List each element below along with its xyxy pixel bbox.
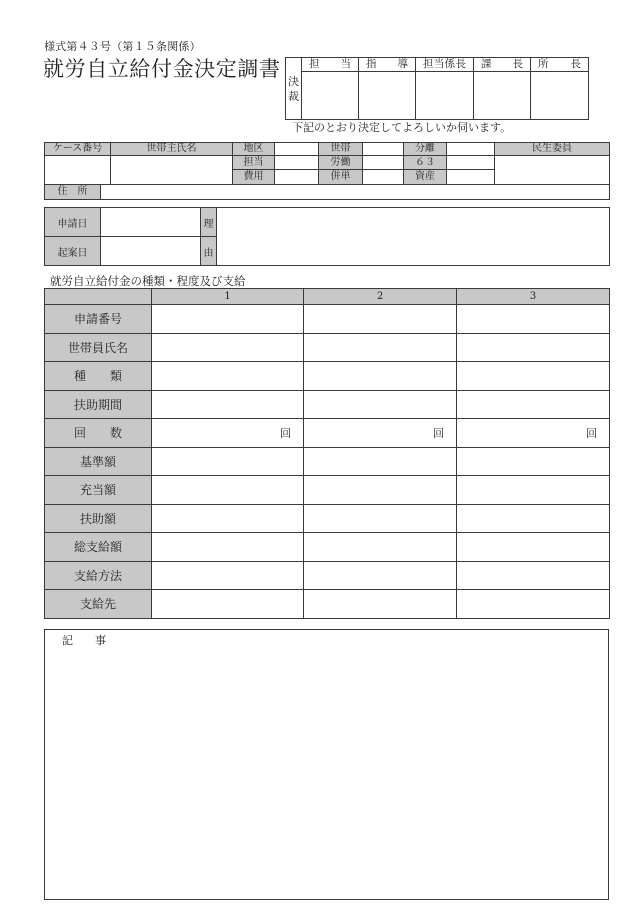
table-cell (304, 476, 457, 505)
table-cell (152, 362, 304, 391)
table-cell (152, 390, 304, 419)
reason-table (44, 207, 610, 266)
table-cell (152, 533, 304, 562)
approval-header-kacho: 課 長 (474, 58, 531, 72)
draft-date-label: 起案日 (45, 237, 101, 266)
table-cell (304, 533, 457, 562)
reason-label-char: 由 (201, 237, 217, 266)
approval-header-tanto: 担 当 (302, 58, 359, 72)
table-row (45, 362, 610, 391)
benefit-table (44, 288, 610, 619)
welfare-commissioner-value (495, 156, 610, 185)
table-cell (457, 390, 610, 419)
in-charge-label: 担当 (233, 156, 275, 170)
approval-header-shocho: 所 長 (531, 58, 589, 72)
case-info-table (44, 142, 610, 200)
article-63-label: ６３ (404, 156, 447, 170)
table-cell (152, 590, 304, 619)
approval-seal-kacho (474, 72, 531, 120)
row-label-count: 回 数 (45, 419, 152, 448)
address-value (101, 185, 610, 200)
table-row (45, 590, 610, 619)
row-label-total-payment: 総支給額 (45, 533, 152, 562)
reason-label-char: 理 (201, 208, 217, 237)
row-label-standard-amount: 基準額 (45, 447, 152, 476)
table-row (45, 561, 610, 590)
benefit-table-heading: 就労自立給付金の種類・程度及び支給 (50, 274, 246, 288)
row-label-payment-method: 支給方法 (45, 561, 152, 590)
remarks-box (44, 629, 609, 900)
row-label-allocated-amount: 充当額 (45, 476, 152, 505)
column-header-blank (45, 289, 152, 305)
row-label-payee: 支給先 (45, 590, 152, 619)
table-row (45, 504, 610, 533)
remarks-label: 記 事 (62, 634, 106, 647)
request-note: 下記のとおり決定してよろしいか伺います。 (292, 121, 512, 134)
assets-value (447, 170, 495, 185)
head-of-household-value (111, 156, 233, 185)
table-cell (457, 362, 610, 391)
district-label: 地区 (233, 143, 275, 156)
table-row (45, 390, 610, 419)
separation-value (447, 143, 495, 156)
form-title: 就労自立給付金決定調書 (43, 57, 281, 81)
row-label-assistance-period: 扶助期間 (45, 390, 152, 419)
approval-side-char: 決 (288, 74, 299, 88)
column-header: 2 (304, 289, 457, 305)
welfare-commissioner-label: 民生委員 (495, 143, 610, 156)
column-header: 3 (457, 289, 610, 305)
table-cell (152, 305, 304, 334)
application-date-label: 申請日 (45, 208, 101, 237)
table-cell (457, 447, 610, 476)
expense-label: 費用 (233, 170, 275, 185)
application-date-value (101, 208, 201, 237)
case-number-label: ケース番号 (45, 143, 111, 156)
approval-side-char: 裁 (288, 89, 299, 103)
table-cell (152, 476, 304, 505)
table-cell (304, 504, 457, 533)
labor-label: 労働 (319, 156, 363, 170)
approval-seal-kakaricho (416, 72, 474, 120)
table-row (45, 333, 610, 362)
table-cell (457, 476, 610, 505)
case-number-value (45, 156, 111, 185)
row-label-assistance-amount: 扶助額 (45, 504, 152, 533)
approval-seal-tanto (302, 72, 359, 120)
table-cell (457, 305, 610, 334)
reason-value (217, 208, 610, 266)
approval-seal-shido (359, 72, 416, 120)
approval-header-shido: 指 導 (359, 58, 416, 72)
table-cell (304, 305, 457, 334)
table-cell (457, 590, 610, 619)
labor-value (363, 156, 404, 170)
table-row (45, 533, 610, 562)
row-label-type: 種 類 (45, 362, 152, 391)
district-value (275, 143, 319, 156)
article-63-value (447, 156, 495, 170)
count-unit: 回 (457, 419, 610, 448)
table-cell (457, 333, 610, 362)
table-cell (152, 333, 304, 362)
table-cell (457, 533, 610, 562)
table-cell (304, 561, 457, 590)
approval-side-label (286, 58, 302, 120)
expense-value (275, 170, 319, 185)
table-cell (304, 333, 457, 362)
table-cell (304, 362, 457, 391)
separation-label: 分離 (404, 143, 447, 156)
household-label: 世帯 (319, 143, 363, 156)
table-cell (457, 504, 610, 533)
head-of-household-label: 世帯主氏名 (111, 143, 233, 156)
table-cell (304, 390, 457, 419)
table-row (45, 305, 610, 334)
table-cell (152, 504, 304, 533)
form-number: 様式第４３号（第１５条関係） (44, 40, 201, 53)
combined-single-value (363, 170, 404, 185)
in-charge-value (275, 156, 319, 170)
column-header: 1 (152, 289, 304, 305)
table-row (45, 419, 610, 448)
approval-seal-shocho (531, 72, 589, 120)
combined-single-label: 併単 (319, 170, 363, 185)
approval-header-kakaricho: 担当係長 (416, 58, 474, 72)
count-unit: 回 (152, 419, 304, 448)
draft-date-value (101, 237, 201, 266)
row-label-member-name: 世帯員氏名 (45, 333, 152, 362)
table-row (45, 476, 610, 505)
table-cell (304, 447, 457, 476)
household-value (363, 143, 404, 156)
count-unit: 回 (304, 419, 457, 448)
table-row (45, 447, 610, 476)
assets-label: 資産 (404, 170, 447, 185)
address-label: 住 所 (45, 185, 101, 200)
table-cell (152, 447, 304, 476)
row-label-application-number: 申請番号 (45, 305, 152, 334)
table-cell (304, 590, 457, 619)
table-cell (457, 561, 610, 590)
approval-box (285, 57, 589, 120)
table-cell (152, 561, 304, 590)
